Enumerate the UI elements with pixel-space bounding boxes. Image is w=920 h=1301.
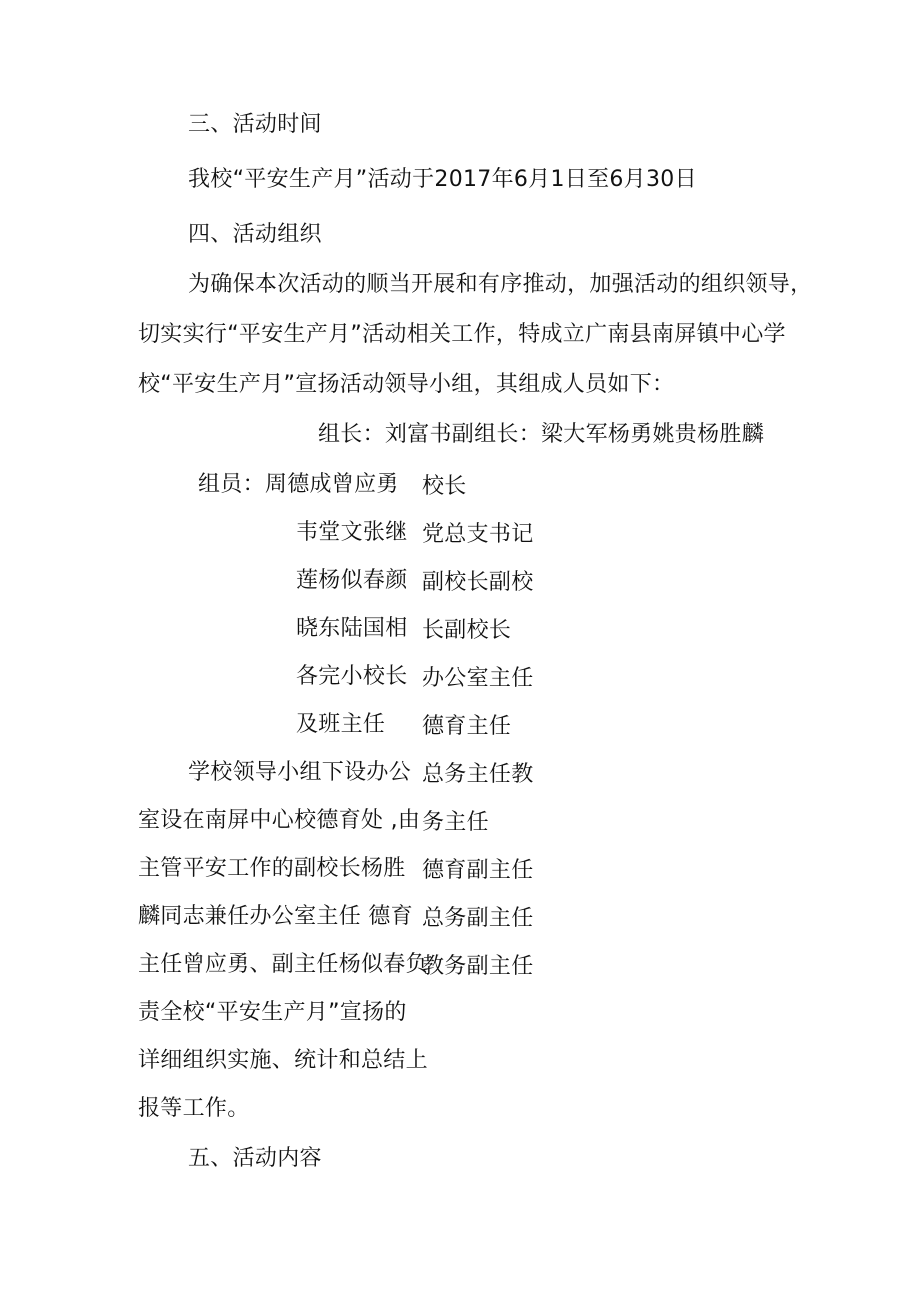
section-3-heading: 三、活动时间: [188, 112, 322, 137]
member-right-4: 长副校长: [422, 618, 512, 643]
section-4-para-line-3: 校“平安生产月”宣扬活动领导小组，其组成人员如下：: [138, 372, 675, 397]
office-para-line-4: 麟同志兼任办公室主任 德育: [138, 904, 413, 929]
member-left-4: 晓东陆国相: [296, 616, 408, 641]
member-right-5: 办公室主任: [422, 666, 534, 691]
section-4-para-line-2: 切实实行“平安生产月”活动相关工作，特成立广南县南屏镇中心学: [138, 322, 786, 347]
section-3-text: 我校“平安生产月”活动于2017年6月1日至6月30日: [188, 167, 697, 192]
member-right-8: 务主任: [422, 810, 489, 835]
member-right-11: 教务副主任: [422, 954, 534, 979]
member-right-7: 总务主任教: [422, 762, 534, 787]
member-left-3: 莲杨似春颜: [296, 568, 408, 593]
member-left-6: 及班主任: [296, 712, 386, 737]
section-4-heading: 四、活动组织: [188, 222, 322, 247]
member-right-9: 德育副主任: [422, 858, 534, 883]
member-right-10: 总务副主任: [422, 906, 534, 931]
office-para-line-3: 主管平安工作的副校长杨胜: [138, 856, 406, 881]
section-5-heading: 五、活动内容: [188, 1146, 322, 1171]
member-right-6: 德育主任: [422, 714, 512, 739]
office-para-line-6: 责全校“平安生产月”宣扬的: [138, 1000, 407, 1025]
office-para-line-1: 学校领导小组下设办公: [188, 760, 412, 785]
office-para-line-5: 主任曾应勇、副主任杨似春负: [138, 952, 428, 977]
member-right-3: 副校长副校: [422, 570, 534, 595]
member-left-2: 韦堂文张继: [296, 520, 408, 545]
office-para-line-7: 详细组织实施、统计和总结上: [138, 1048, 428, 1073]
member-left-1: 组员：周德成曾应勇: [198, 472, 399, 497]
member-right-1: 校长: [422, 474, 467, 499]
member-left-5: 各完小校长: [296, 664, 408, 689]
office-para-line-8: 报等工作。: [138, 1096, 250, 1121]
section-4-para-line-1: 为确保本次活动的顺当开展和有序推动，加强活动的组织领导，: [188, 272, 813, 297]
member-right-2: 党总支书记: [422, 522, 534, 547]
office-para-line-2: 室设在南屏中心校德育处 ,由: [138, 808, 421, 833]
leaders-line: 组长：刘富书副组长：梁大军杨勇姚贵杨胜麟: [318, 422, 765, 447]
